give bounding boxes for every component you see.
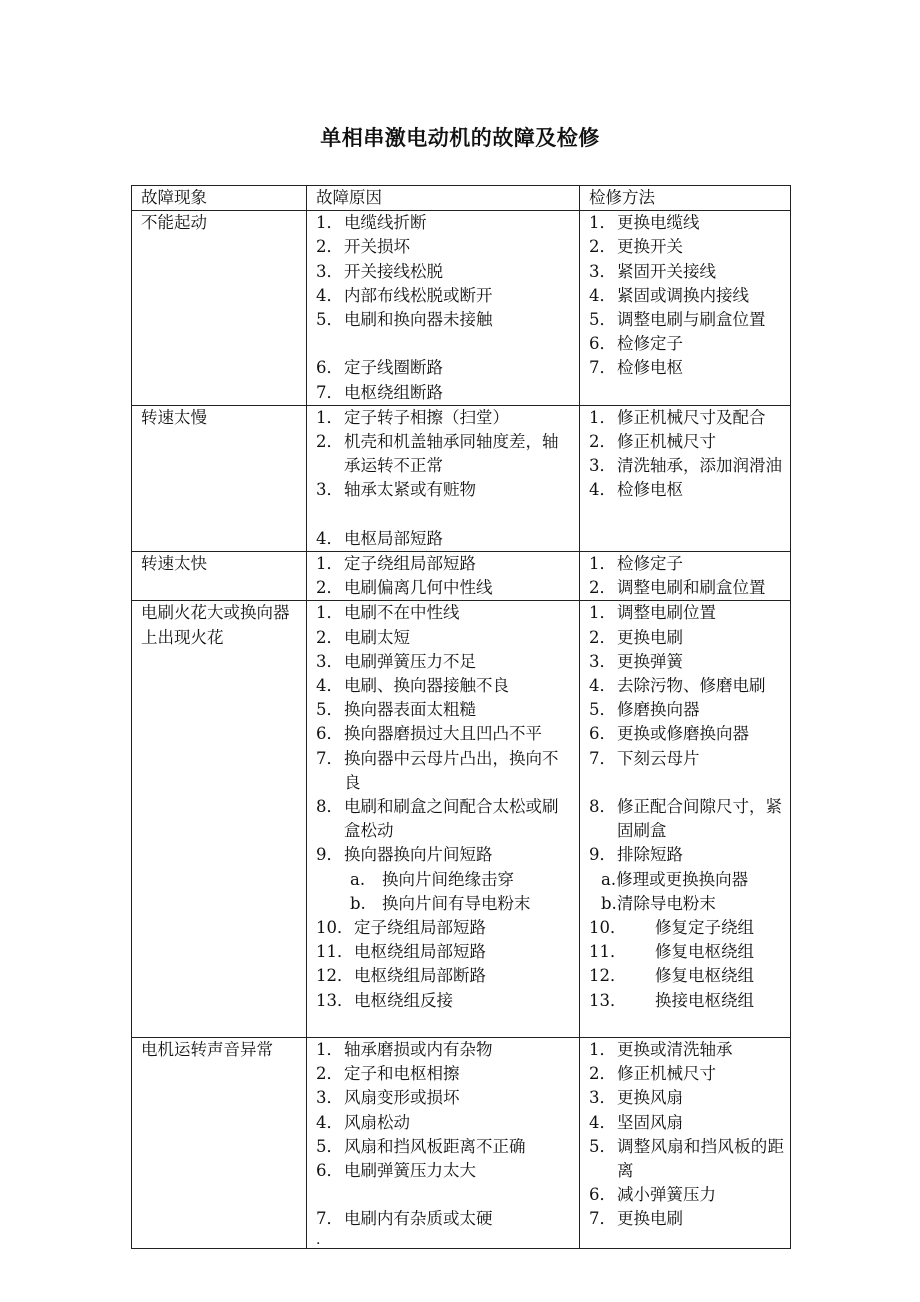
list-item: 3． 风扇变形或损坏 [316,1088,460,1108]
list-item: 1． 定子绕组局部短路 [316,554,476,574]
list-item: 2． 修正机械尺寸 [589,432,716,452]
fault-table [131,185,791,1249]
fix-cell [580,211,791,406]
header-fix: 检修方法 [580,186,791,211]
header-symptom: 故障现象 [132,186,307,211]
list-item: 7． 电刷内有杂质或太硬 [316,1209,493,1229]
list-item: 12． 电枢绕组局部断路 [316,966,486,986]
list-item: 6． 减小弹簧压力 [589,1185,716,1205]
list-item: 5． 风扇和挡风板距离不正确 [316,1136,526,1156]
document-title: 单相串激电动机的故障及检修 [320,126,600,150]
table-row [132,552,791,601]
list-item: 10． 定子绕组局部短路 [316,918,486,938]
fix-cell [580,405,791,551]
cause-cell [307,405,580,551]
list-item: 4． 风扇松动 [316,1112,410,1132]
fix-cell [580,552,791,601]
list-item: 8． 修正配合间隙尺寸，紧固刷盒 [589,797,782,841]
list-item: 13． 电枢绕组反接 [316,990,453,1010]
list-item: 7． 电枢绕组断路 [316,382,443,402]
list-item: 11． 电枢绕组局部短路 [316,942,486,962]
list-item: 4． 去除污物、修磨电刷 [589,676,766,696]
list-item: 8． 电刷和刷盒之间配合太松或刷盒松动 [316,797,559,841]
list-item: 4． 电枢局部短路 [316,528,443,548]
list-item: 10． 修复定子绕组 [589,918,754,938]
header-cause: 故障原因 [307,186,580,211]
list-item: 2． 开关损坏 [316,237,410,257]
list-item: 6． 检修定子 [589,334,683,354]
list-subitem: a. 换向片间绝缘击穿 [350,869,514,889]
list-item: 3． 更换风扇 [589,1088,683,1108]
list-item: 9． 排除短路 [589,845,683,865]
list-item: 1． 调整电刷位置 [589,603,716,623]
cause-cell [307,211,580,406]
list-item: 11． 修复电枢绕组 [589,942,754,962]
list-item: 2． 调整电刷和刷盒位置 [589,578,766,598]
list-item: 1． 电刷不在中性线 [316,603,460,623]
list-subitem: a. 修理或更换换向器 [601,869,749,889]
list-item: 7． 下刻云母片 [589,748,700,768]
list-item: 3． 更换弹簧 [589,651,683,671]
list-subitem: b. 换向片间有导电粉末 [350,893,531,913]
list-item: 12． 修复电枢绕组 [589,966,754,986]
symptom-cell: 电机运转声音异常 [132,1038,307,1249]
list-item: 2． 更换开关 [589,237,683,257]
list-item: 7． 换向器中云母片凸出，换向不良 [316,748,559,792]
list-item: 4． 检修电枢 [589,480,683,500]
table-row [132,405,791,551]
list-item: 2． 电刷偏离几何中性线 [316,578,493,598]
symptom-cell: 电刷火花大或换向器上出现火花 [132,601,307,1038]
list-item: 1． 修正机械尺寸及配合 [589,407,766,427]
list-item: 1． 电缆线折断 [316,213,427,233]
symptom-cell: 转速太快 [132,552,307,601]
list-item: 6． 换向器磨损过大且凹凸不平 [316,724,542,744]
list-item: 4． 内部布线松脱或断开 [316,285,493,305]
list-item: 4． 电刷、换向器接触不良 [316,676,509,696]
list-item: 5． 调整风扇和挡风板的距离 [589,1136,784,1181]
fix-cell [580,601,791,1038]
table-header-row [132,186,791,211]
list-item: 7． 检修电枢 [589,358,683,378]
list-item: . [316,1231,321,1248]
symptom-cell: 转速太慢 [132,405,307,551]
list-item: 6． 更换或修磨换向器 [589,724,749,744]
table-row [132,211,791,406]
table-row [132,601,791,1038]
list-item: 2． 修正机械尺寸 [589,1064,716,1084]
list-item: 5． 电刷和换向器未接触 [316,310,493,330]
list-item: 3． 开关接线松脱 [316,261,443,281]
list-item: 4． 坚固风扇 [589,1112,683,1132]
list-item: 2． 机壳和机盖轴承同轴度差，轴承运转不正常 [316,432,559,476]
list-item: 5． 调整电刷与刷盒位置 [589,310,766,330]
list-item: 5． 换向器表面太粗糙 [316,700,476,720]
list-item: 3． 电刷弹簧压力不足 [316,651,476,671]
list-item: 2． 定子和电枢相擦 [316,1064,460,1084]
list-item: 13． 换接电枢绕组 [589,990,754,1010]
fix-cell [580,1038,791,1249]
cause-cell [307,552,580,601]
table-row [132,1038,791,1249]
list-item: 9． 换向器换向片间短路 [316,845,493,865]
list-item: 5． 修磨换向器 [589,700,700,720]
list-item: 3． 紧固开关接线 [589,261,716,281]
list-item: 1． 检修定子 [589,554,683,574]
symptom-cell: 不能起动 [132,211,307,406]
list-item: 3． 清洗轴承，添加润滑油 [589,456,782,476]
list-item: 3． 轴承太紧或有赃物 [316,480,476,500]
list-item: 1． 轴承磨损或内有杂物 [316,1040,493,1060]
list-item: 2． 更换电刷 [589,627,683,647]
list-item: 4． 紧固或调换内接线 [589,285,749,305]
list-item: 6． 电刷弹簧压力太大 [316,1161,476,1181]
list-item: 7． 更换电刷 [589,1209,683,1229]
cause-cell [307,601,580,1038]
list-item: 1． 定子转子相擦（扫堂） [316,407,509,427]
list-item: 1． 更换电缆线 [589,213,700,233]
cause-cell [307,1038,580,1249]
list-item: 6． 定子线圈断路 [316,358,443,378]
list-item: 1． 更换或清洗轴承 [589,1040,733,1060]
list-subitem: b. 清除导电粉末 [601,893,716,913]
list-item: 2． 电刷太短 [316,627,410,647]
